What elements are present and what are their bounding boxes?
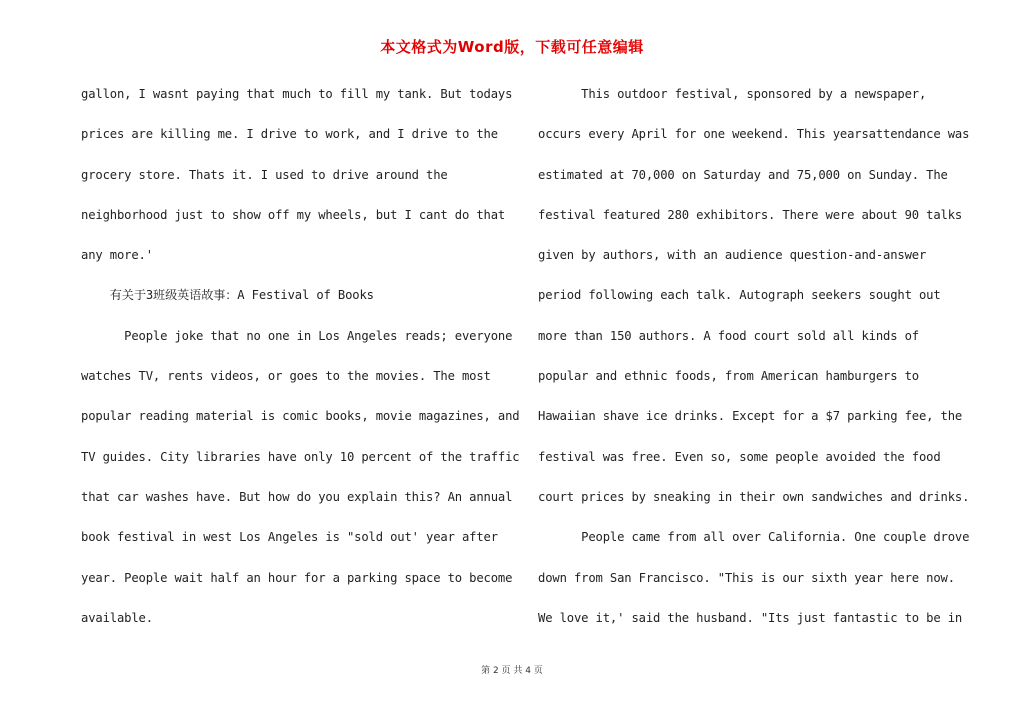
text-line: People came from all over California. One couple drove bbox=[538, 530, 970, 545]
text-line: year. People wait half an hour for a parking space to become bbox=[81, 570, 513, 585]
left-column bbox=[81, 83, 520, 647]
text-line: TV guides. City libraries have only 10 percent of the traffic bbox=[81, 449, 520, 464]
text-line: that car washes have. But how do you explain this? An annual bbox=[81, 489, 513, 504]
text-line: prices are killing me. I drive to work, and I drive to the bbox=[81, 127, 498, 142]
text-line: available. bbox=[81, 610, 153, 625]
text-line: festival was free. Even so, some people avoided the food bbox=[538, 449, 941, 464]
text-line: watches TV, rents videos, or goes to the movies. The most bbox=[81, 369, 491, 384]
page-number: 第 2 页 共 4 页 bbox=[481, 666, 543, 676]
text-line: occurs every April for one weekend. This yearsattendance was bbox=[538, 127, 970, 142]
text-line: popular and ethnic foods, from American hamburgers to bbox=[538, 369, 919, 384]
text-line: festival featured 280 exhibitors. There were about 90 talks bbox=[538, 207, 963, 222]
text-line: gallon, I wasnt paying that much to fill my tank. But todays bbox=[81, 87, 513, 101]
text-line: estimated at 70,000 on Saturday and 75,000 on Sunday. The bbox=[538, 167, 948, 182]
text-line: book festival in west Los Angeles is "sold out' year after bbox=[81, 530, 498, 545]
text-line: court prices by sneaking in their own sandwiches and drinks. bbox=[538, 489, 970, 504]
text-line: This outdoor festival, sponsored by a newspaper, bbox=[538, 87, 927, 101]
text-line: given by authors, with an audience question-and-answer bbox=[538, 248, 927, 263]
text-line: People joke that no one in Los Angeles reads; everyone bbox=[81, 328, 513, 343]
text-line: down from San Francisco. "This is our sixth year here now. bbox=[538, 570, 955, 585]
section-heading: 有关于3班级英语故事：A Festival of Books bbox=[81, 288, 374, 303]
right-column bbox=[538, 83, 970, 647]
text-line: Hawaiian shave ice drinks. Except for a $7 parking fee, the bbox=[538, 409, 963, 424]
text-line: grocery store. Thats it. I used to drive around the bbox=[81, 167, 448, 182]
text-line: period following each talk. Autograph seekers sought out bbox=[538, 288, 941, 303]
text-line: any more.' bbox=[81, 248, 153, 263]
text-line: We love it,' said the husband. "Its just fantastic to be in bbox=[538, 610, 963, 625]
text-line: neighborhood just to show off my wheels, but I cant do that bbox=[81, 207, 506, 222]
text-line: more than 150 authors. A food court sold all kinds of bbox=[538, 328, 919, 343]
document-banner: 本文格式为Word版，下载可任意编辑 bbox=[380, 38, 644, 56]
text-line: popular reading material is comic books, movie magazines, and bbox=[81, 409, 520, 424]
